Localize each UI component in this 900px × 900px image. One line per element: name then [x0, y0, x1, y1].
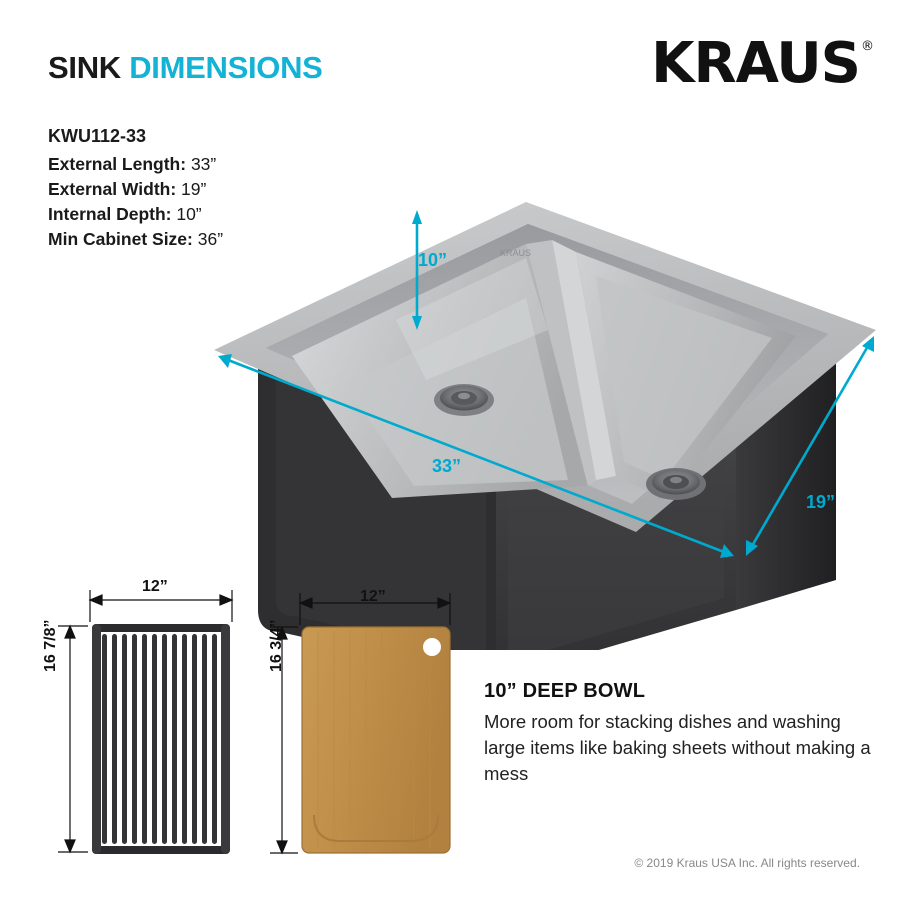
- page-title-part1: SINK: [48, 50, 130, 85]
- spec-label: External Length:: [48, 154, 187, 174]
- deep-bowl-feature: [484, 680, 884, 787]
- brand-logo: [651, 31, 873, 96]
- brand-name: KRAUS: [651, 31, 860, 96]
- spec-value: 10”: [171, 204, 202, 224]
- deep-bowl-heading: 10” DEEP BOWL: [484, 680, 646, 702]
- rack-body: [92, 624, 230, 854]
- rack-height-label: 16 7/8”: [42, 619, 59, 672]
- drain-right: [646, 468, 706, 500]
- rim-logo-stamp: KRAUS: [500, 248, 532, 258]
- board-width-label: 12”: [360, 588, 386, 605]
- spec-row-external-length: [48, 152, 223, 177]
- page-title-part2: DIMENSIONS: [129, 50, 323, 85]
- board-height-label: 16 3/4”: [268, 619, 285, 672]
- drying-rack-illustration: [40, 560, 260, 860]
- rack-width-label: 12”: [142, 578, 168, 595]
- dimension-label-depth: 10”: [418, 250, 448, 270]
- spec-label: External Width:: [48, 179, 177, 199]
- deep-bowl-body: More room for stacking dishes and washing large items like baking sheets without making a mess: [484, 711, 871, 784]
- registered-trademark-icon: ®: [861, 39, 873, 54]
- copyright-notice: © 2019 Kraus USA Inc. All rights reserved.: [634, 856, 860, 870]
- page-title: [48, 50, 323, 86]
- model-number: KWU112-33: [48, 126, 147, 146]
- drain-left: [434, 384, 494, 416]
- spec-label: Min Cabinet Size:: [48, 229, 193, 249]
- spec-value: 33”: [186, 154, 217, 174]
- dimension-label-length: 33”: [432, 456, 462, 476]
- dimension-label-width: 19”: [806, 492, 836, 512]
- spec-label: Internal Depth:: [48, 204, 172, 224]
- board-body: [302, 627, 450, 853]
- cutting-board-illustration: [260, 575, 480, 860]
- spec-value: 36”: [192, 229, 224, 249]
- spec-value: 19”: [176, 179, 207, 199]
